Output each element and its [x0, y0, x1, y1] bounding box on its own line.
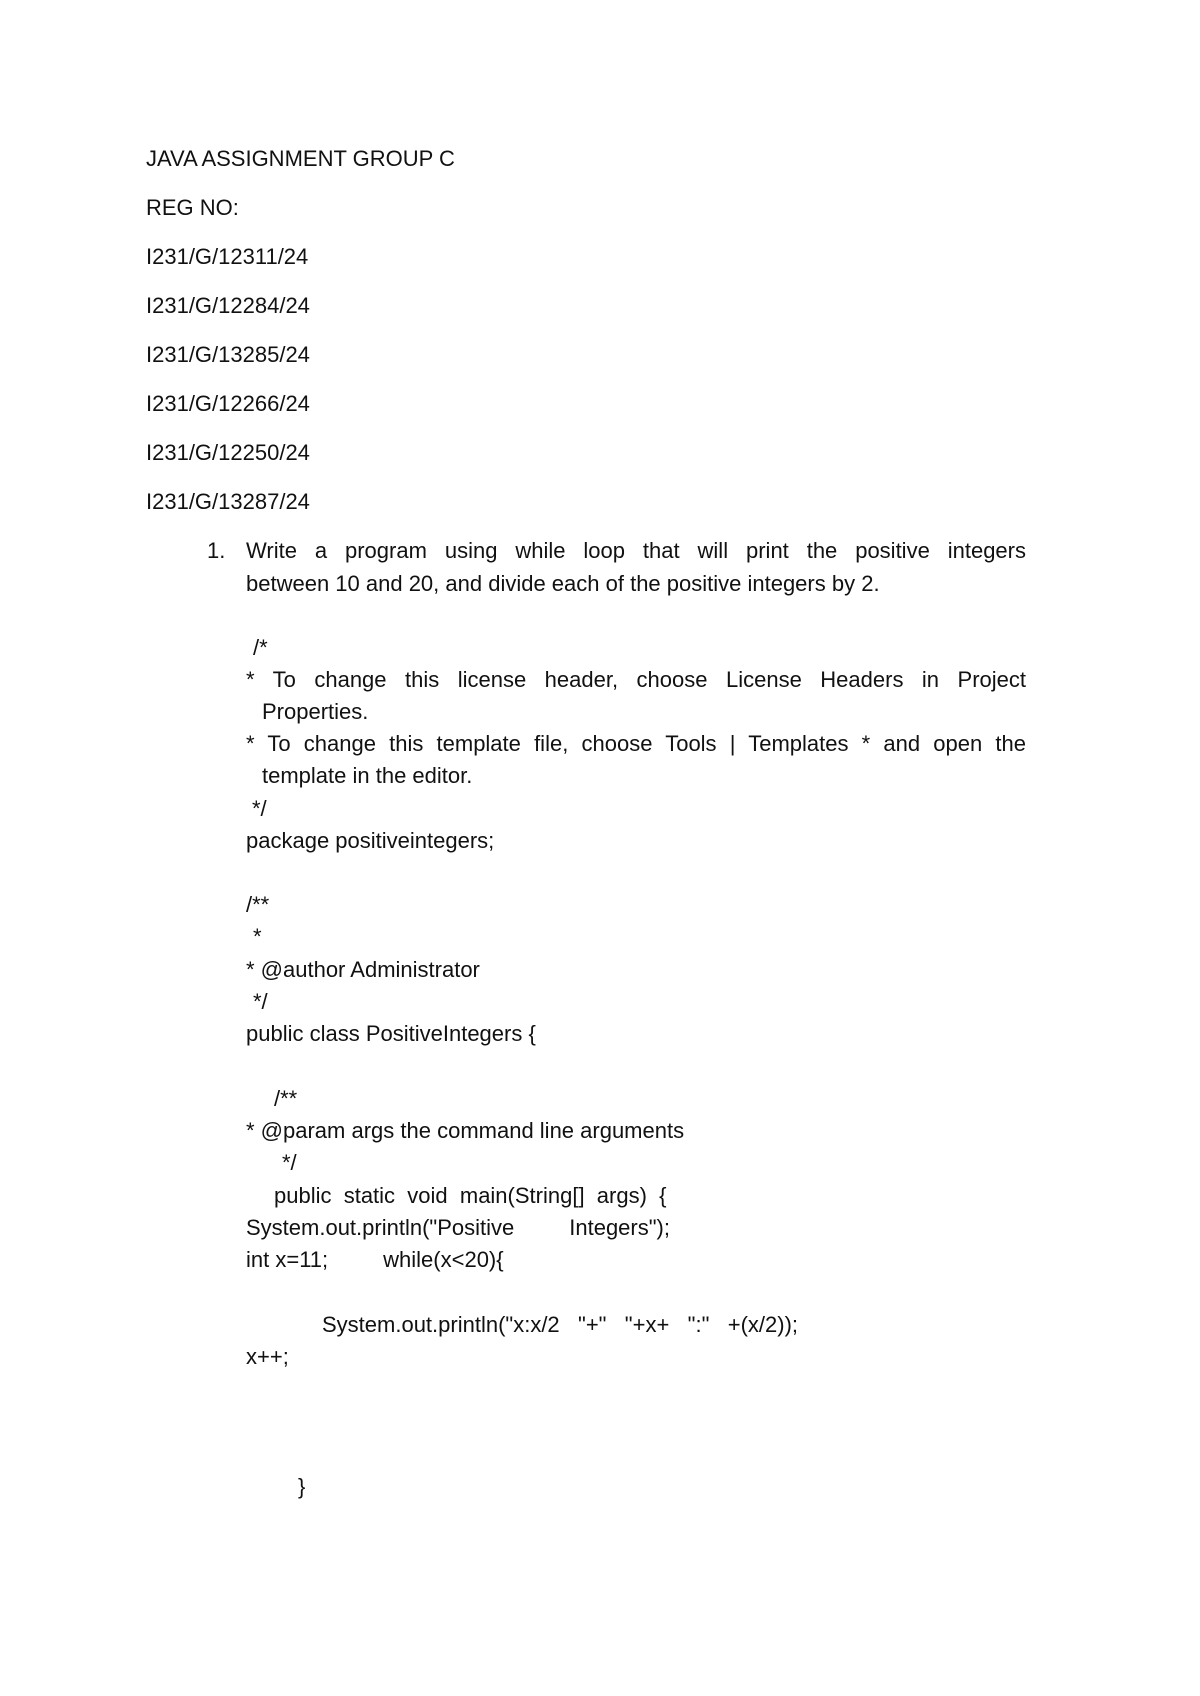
code-line: * @author Administrator — [246, 957, 480, 982]
reg-no-label: REG NO: — [146, 195, 239, 220]
code-line: /** — [246, 892, 270, 917]
code-line: Properties. — [262, 699, 369, 724]
reg-number: I231/G/13285/24 — [146, 342, 310, 367]
reg-number: I231/G/12284/24 — [146, 293, 310, 318]
question-text-line: between 10 and 20, and divide each of the positive integers by 2. — [246, 571, 880, 596]
question-text-line: Write a program using while loop that will print the positive integers — [246, 538, 1026, 563]
code-line: * @param args the command line arguments — [246, 1118, 685, 1143]
reg-number: I231/G/12250/24 — [146, 440, 310, 465]
code-line: * — [253, 924, 262, 949]
code-line: public class PositiveIntegers { — [246, 1021, 536, 1046]
code-line: */ — [253, 989, 268, 1014]
code-line: System.out.println("x:x/2 "+" "+x+ ":" +(x/2)); — [322, 1312, 799, 1337]
reg-number: I231/G/12266/24 — [146, 391, 310, 416]
code-line: /** — [274, 1086, 298, 1111]
question-number: 1. — [207, 538, 226, 563]
code-line: /* — [253, 635, 268, 660]
code-line: */ — [252, 796, 267, 821]
code-line: x++; — [246, 1344, 289, 1369]
code-line: public static void main(String[] args) { — [274, 1183, 667, 1208]
code-line: int x=11; while(x<20){ — [246, 1247, 504, 1272]
code-line: * To change this template file, choose Tools | Templates * and open the — [246, 731, 1026, 756]
code-line: } — [298, 1474, 306, 1499]
code-line: System.out.println("Positive Integers"); — [246, 1215, 670, 1240]
reg-number: I231/G/12311/24 — [146, 244, 309, 269]
code-line: */ — [282, 1150, 297, 1175]
code-line: package positiveintegers; — [246, 828, 495, 853]
code-line: template in the editor. — [262, 763, 473, 788]
reg-number: I231/G/13287/24 — [146, 489, 310, 514]
document-title: JAVA ASSIGNMENT GROUP C — [146, 146, 455, 171]
code-line: * To change this license header, choose License Headers in Project — [246, 667, 1026, 692]
